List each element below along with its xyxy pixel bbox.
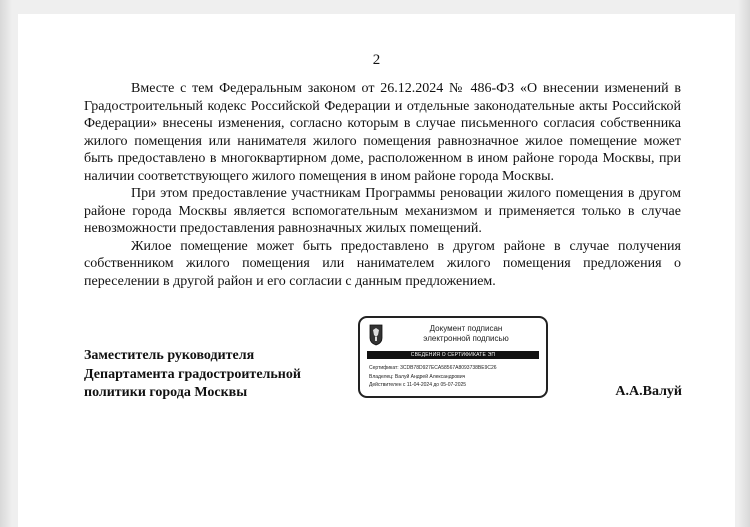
page-number: 2 xyxy=(372,52,381,68)
stamp-validity: Действителен с 11-04-2024 до 05-07-2025 xyxy=(369,382,467,388)
stamp-title-line-2: электронной подписью xyxy=(423,334,509,343)
e-signature-stamp xyxy=(358,316,548,398)
signatory-position xyxy=(84,347,301,403)
position-line-1: Заместитель руководителя xyxy=(84,348,255,363)
paragraph-2: При этом предоставление участникам Программы реновации жилого помещения в другом районе города Москвы является вспомогательным механизмом и применяется только в случае невозможности предоставления равнозначных жилых помещений. xyxy=(84,186,681,236)
stamp-certificate: Сертификат: 3CDB78D927ECA58567A8093738BE9C26 xyxy=(369,365,497,371)
stamp-owner: Владелец: Валуй Андрей Александрович xyxy=(369,373,466,380)
stamp-details xyxy=(369,364,541,390)
position-line-3: политики города Москвы xyxy=(84,385,248,400)
stamp-title xyxy=(392,324,540,344)
paragraph-3: Жилое помещение может быть предоставлено в другом районе в случае получения собственником жилого помещения или нанимателем жилого помещения предложения о переселении в другой район и его согласии с данным предложением. xyxy=(84,238,681,289)
paragraph-1: Вместе с тем Федеральным законом от 26.12.2024 № 486-ФЗ «О внесении изменений в Градостроительный кодекс Российской Федерации и отдельные законодательные акты Российской Федерации» внесены изменения, согласно которым в случае письменного согласия собственника жилого помещения или нанимателя жилого помещения равнозначное жилое помещение может быть предоставлено в многоквартирном доме, расположенном в ином районе города Москвы, при наличии соответствующего жилого помещения в ином районе города Москвы. xyxy=(84,81,681,184)
letter-body xyxy=(84,80,681,290)
signatory-name: А.А.Валуй xyxy=(615,384,682,399)
moscow-coat-of-arms-icon xyxy=(369,324,383,346)
stamp-certificate-header: СВЕДЕНИЯ О СЕРТИФИКАТЕ ЭП xyxy=(367,351,539,359)
document-page xyxy=(18,14,735,527)
position-line-2: Департамента градостроительной xyxy=(84,366,301,382)
stamp-title-line-1: Документ подписан xyxy=(429,324,503,333)
